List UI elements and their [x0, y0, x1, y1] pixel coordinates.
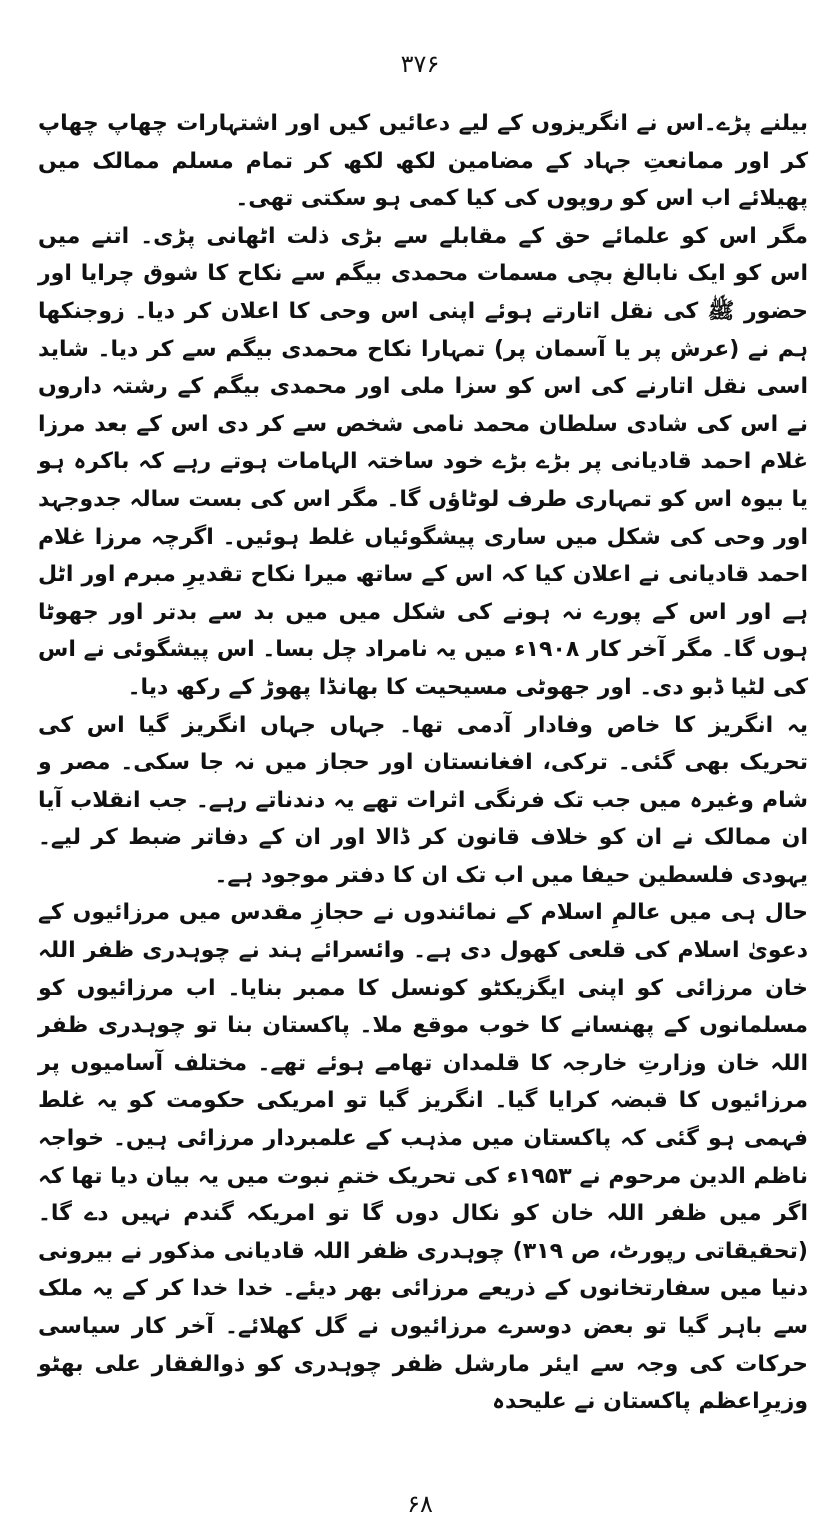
paragraph-1: بیلنے پڑے۔اس نے انگریزوں کے لیے دعائیں کیں اور اشتہارات چھاپ چھاپ کر اور ممانعتِ جہاد کے مضامین لکھ لکھ کر تمام مسلم ممالک میں پھیلائے اب اس کو روپوں کی کیا کمی ہو سکتی تھی۔	[38, 111, 808, 212]
page-number-top: ۳۷۶	[400, 50, 440, 78]
paragraph-3: یہ انگریز کا خاص وفادار آدمی تھا۔ جہاں جہاں انگریز گیا اس کی تحریک بھی گئی۔ ترکی، افغانستان اور حجاز میں نہ جا سکی۔ مصر و شام وغیرہ میں جب تک فرنگی اثرات تھے یہ دندناتے رہے۔ جب انقلاب آیا ان ممالک نے ان کو خلاف قانون کر ڈالا اور ان کے دفاتر ضبط کر لیے۔ یہودی فلسطین حیفا میں اب تک ان کا دفتر موجود ہے۔	[38, 712, 808, 888]
paragraph-2: مگر اس کو علمائے حق کے مقابلے سے بڑی ذلت اٹھانی پڑی۔ اتنے میں اس کو ایک نابالغ بچی مسمات محمدی بیگم سے نکاح کا شوق چرایا اور حضور ﷺ کی نقل اتارتے ہوئے اپنی اس وحی کا اعلان کر دیا۔ زوجنکھا ہم نے (عرش پر یا آسمان پر) تمہارا نکاح محمدی بیگم سے کر دیا۔ شاید اسی نقل اتارنے کی اس کو سزا ملی اور محمدی بیگم کے رشتہ داروں نے اس کی شادی سلطان محمد نامی شخص سے کر دی اس کے بعد مرزا غلام احمد قادیانی پر بڑے بڑے خود ساختہ الہامات ہوتے رہے کہ باکرہ ہو یا بیوہ اس کو تمہاری طرف لوٹاؤں گا۔ مگر اس کی بست سالہ جدوجہد اور وحی کی شکل میں ساری پیشگوئیاں غلط ہوئیں۔ اگرچہ مرزا غلام احمد قادیانی نے اعلان کیا کہ اس کے ساتھ میرا نکاح تقدیرِ مبرم اور اٹل ہے اور اس کے پورے نہ ہونے کی شکل میں میں بد سے بدتر اور جھوٹا ہوں گا۔ مگر آخر کار ۱۹۰۸ء میں یہ نامراد چل بسا۔ اس پیشگوئی نے اس کی لٹیا ڈبو دی۔ اور جھوٹی مسیحیت کا بھانڈا پھوڑ کے رکھ دیا۔	[38, 223, 808, 700]
paragraph-4: حال ہی میں عالمِ اسلام کے نمائندوں نے حجازِ مقدس میں مرزائیوں کے دعویٰ اسلام کی قلعی کھول دی ہے۔ وائسرائے ہند نے چوہدری ظفر اللہ خان مرزائی کو اپنی ایگزیکٹو کونسل کا ممبر بنایا۔ اب مرزائیوں کو مسلمانوں کے پھنسانے کا خوب موقع ملا۔ پاکستان بنا تو چوہدری ظفر اللہ خان وزارتِ خارجہ کا قلمدان تھامے ہوئے تھے۔ مختلف آسامیوں پر مرزائیوں کا قبضہ کرایا گیا۔ انگریز گیا تو امریکی حکومت کو یہ غلط فہمی ہو گئی کہ پاکستان میں مذہب کے علمبردار مرزائی ہیں۔ خواجہ ناظم الدین مرحوم نے ۱۹۵۳ء کی تحریک ختمِ نبوت میں یہ بیان دیا تھا کہ اگر میں ظفر اللہ خان کو نکال دوں گا تو امریکہ گندم نہیں دے گا۔ (تحقیقاتی رپورٹ، ص ۳۱۹) چوہدری ظفر اللہ قادیانی مذکور نے بیرونی دنیا میں سفارتخانوں کے ذریعے مرزائی بھر دیئے۔ خدا خدا کر کے یہ ملک سے باہر گیا تو بعض دوسرے مرزائیوں نے گل کھلائے۔ آخر کار سیاسی حرکات کی وجہ سے ایئر مارشل ظفر چوہدری کو ذوالفقار علی بھٹو وزیرِاعظم پاکستان نے علیحدہ	[38, 900, 808, 1415]
page-number-bottom: ۶۸	[407, 1490, 433, 1518]
page-body-text	[38, 105, 808, 1421]
